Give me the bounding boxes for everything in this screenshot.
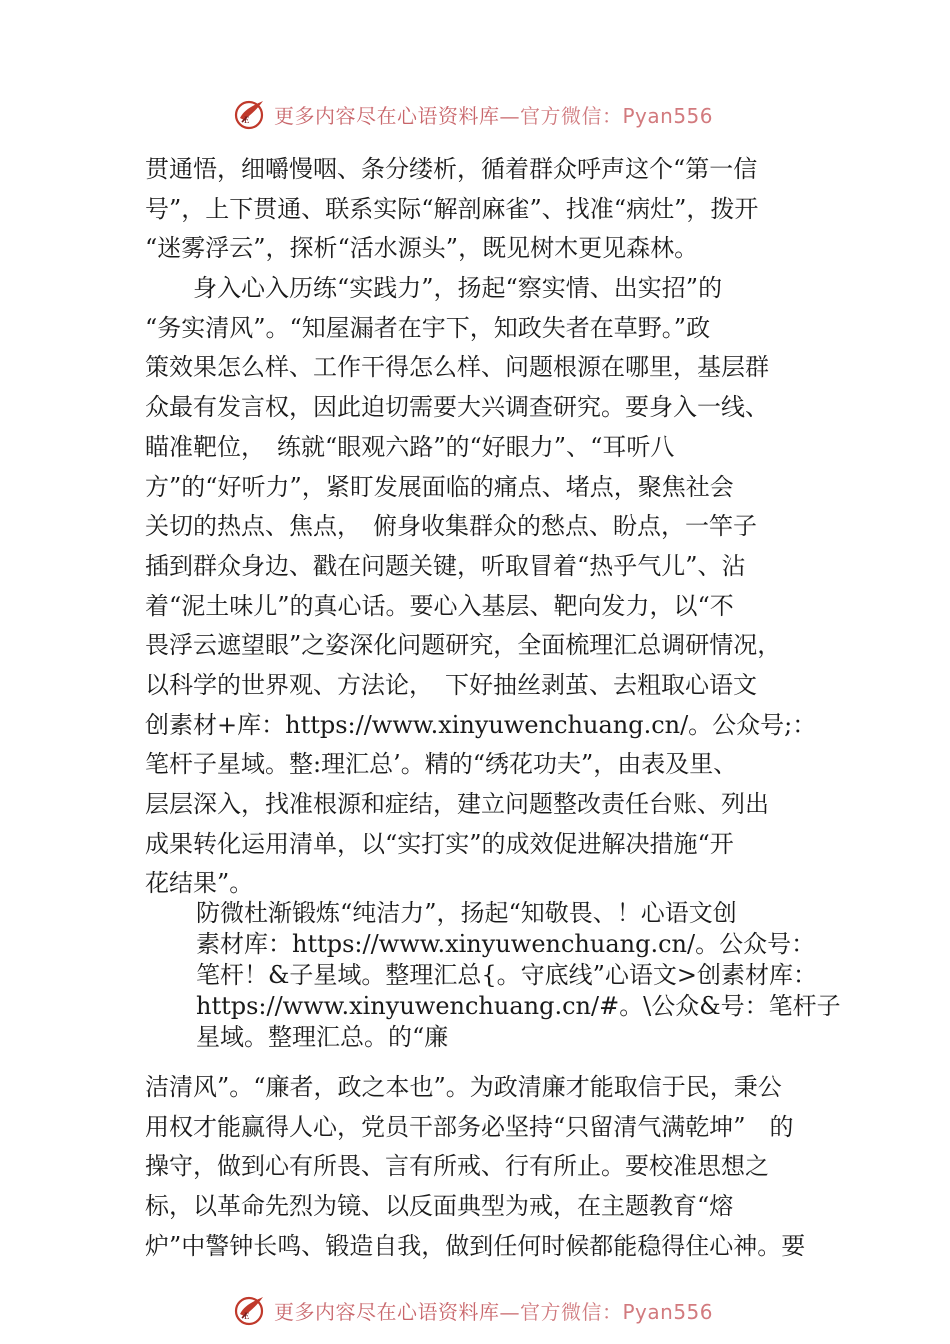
text-line: “务实清风”。“知屋漏者在宇下，知政失者在草野。”政 (145, 313, 711, 342)
text-line: 炉”中警钟长鸣、锻造自我，做到任何时候都能稳得住心神。要 (145, 1231, 806, 1260)
header-wechat-id: Pyan556 (622, 103, 714, 128)
text-line: 洁清风”。“廉者，政之本也”。为政清廉才能取信于民，秉公 (145, 1073, 782, 1101)
text-line: 笔杆子星域。整:理汇总’。精的“绣花功夫”，由表及里、 (145, 750, 738, 779)
header-text (274, 100, 713, 129)
quote-line: 星域。整理汇总。的“廉 (196, 1023, 449, 1051)
quote-line: 防微杜渐锻炼“纯洁力”，扬起“知敬畏、！心语文创 (196, 899, 737, 927)
text-line: “迷雾浮云”，探析“活水源头”，既见树木更见森林。 (145, 234, 699, 263)
text-line: 关切的热点、焦点， 俯身收集群众的愁点、盼点，一竿子 (145, 512, 757, 541)
text-line: 瞄准靶位， 练就“眼观六路”的“好眼力”、“耳听八 (145, 432, 675, 461)
body-section-a (145, 150, 835, 904)
text-line: 策效果怎么样、工作干得怎么样、问题根源在哪里，基层群 (145, 353, 769, 382)
indented-block (196, 898, 846, 1053)
svg-text:E: E (244, 115, 250, 125)
text-line: 花结果”。 (145, 869, 254, 898)
footer-dash: — (499, 1299, 520, 1324)
text-line: 操守，做到心有所畏、言有所戒、行有所止。要校准思想之 (145, 1152, 769, 1181)
header-dash: — (499, 103, 520, 128)
text-line: 方”的“好听力”，紧盯发展面临的痛点、堵点，聚焦社会 (145, 472, 734, 501)
text-line: 着“泥土味儿”的真心话。要心入基层、靶向发力，以“不 (145, 591, 734, 620)
footer-banner (0, 1290, 950, 1330)
quote-line: https://www.xinyuwenchuang.cn/#。\公众&号：笔杆子 (196, 992, 841, 1020)
text-line: 成果转化运用清单，以“实打实”的成效促进解决措施“开 (145, 829, 734, 858)
text-line: 标，以革命先烈为镜、以反面典型为戒，在主题教育“熔 (145, 1192, 734, 1221)
text-line: 创素材+库：https://www.xinyuwenchuang.cn/。公众号;： (145, 710, 817, 739)
svg-text:E: E (244, 1311, 250, 1321)
header-title: 更多内容尽在心语资料库 (274, 103, 500, 128)
text-line: 贯通悟，细嚼慢咽、条分缕析，循着群众呼声这个“第一信 (145, 155, 758, 183)
header-banner (0, 94, 950, 134)
body-section-b (145, 1068, 835, 1266)
text-line: 身入心入历练“实践力”，扬起“察实情、出实招”的 (145, 274, 723, 303)
footer-text (274, 1296, 713, 1325)
text-line: 以科学的世界观、方法论， 下好抽丝剥茧、去粗取心语文 (145, 670, 757, 699)
text-line: 插到群众身边、戳在问题关键，听取冒着“热乎气儿”、沾 (145, 551, 746, 580)
footer-title: 更多内容尽在心语资料库 (274, 1299, 500, 1324)
text-line: 众最有发言权，因此迫切需要大兴调查研究。要身入一线、 (145, 393, 769, 422)
quill-logo-icon (232, 1292, 268, 1328)
footer-wechat-label: 官方微信： (520, 1299, 623, 1324)
text-line: 用权才能赢得人心，党员干部务必坚持“只留清气满乾坤” 的 (145, 1112, 794, 1141)
quill-logo-icon (232, 96, 268, 132)
text-line: 号”，上下贯通、联系实际“解剖麻雀”、找准“病灶”，拨开 (145, 194, 759, 223)
text-line: 畏浮云遮望眼”之姿深化问题研究，全面梳理汇总调研情况， (145, 631, 782, 660)
header-wechat-label: 官方微信： (520, 103, 623, 128)
quote-line: 笔杆！&子星域。整理汇总{。守底线”心语文>创素材库： (196, 961, 818, 989)
quote-line: 素材库：https://www.xinyuwenchuang.cn/。公众号： (196, 930, 816, 958)
footer-wechat-id: Pyan556 (622, 1299, 714, 1324)
text-line: 层层深入，找准根源和症结，建立问题整改责任台账、列出 (145, 790, 769, 818)
